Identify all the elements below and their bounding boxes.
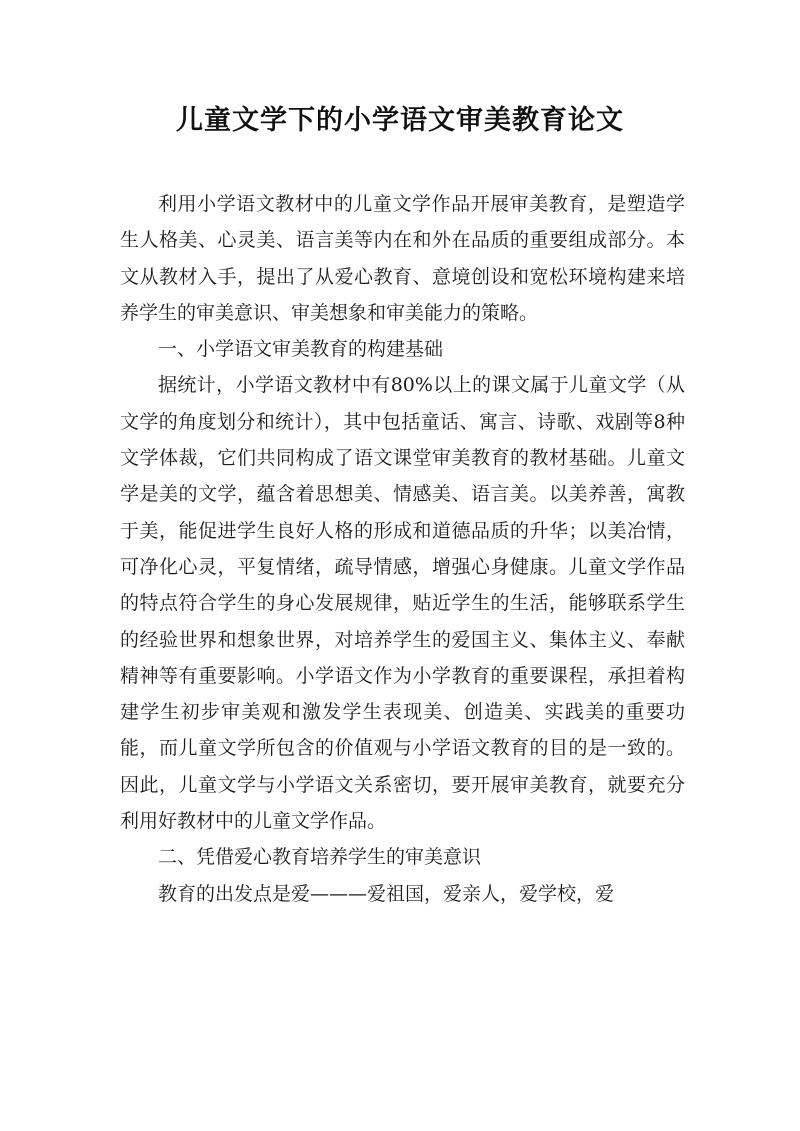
section-heading-2: 二、凭借爱心教育培养学生的审美意识	[158, 846, 482, 869]
body-paragraph-partial: 教育的出发点是爱———爱祖国，爱亲人，爱学校，爱	[158, 882, 615, 905]
section-heading-1: 一、小学语文审美教育的构建基础	[158, 338, 444, 361]
document-title: 儿童文学下的小学语文审美教育论文	[176, 105, 624, 136]
abstract-paragraph: 利用小学语文教材中的儿童文学作品开展审美教育，是塑造学生人格美、心灵美、语言美等内在和外在品质的重要组成部分。本文从教材入手，提出了从爱心教育、意境创设和宽松环境构建来培养学生的审美意识、审美想象和审美能力的策略。	[120, 193, 685, 324]
document-body	[120, 186, 685, 912]
body-paragraph: 据统计，小学语文教材中有80%以上的课文属于儿童文学（从文学的角度划分和统计），其中包括童话、寓言、诗歌、戏剧等8种文学体裁，它们共同构成了语文课堂审美教育的教材基础。儿童文学是美的文学，蕴含着思想美、情感美、语言美。以美养善，寓教于美，能促进学生良好人格的形成和道德品质的升华；以美冶情，可净化心灵，平复情绪，疏导情感，增强心身健康。儿童文学作品的特点符合学生的身心发展规律，贴近学生的生活，能够联系学生的经验世界和想象世界，对培养学生的爱国主义、集体主义、奉献精神等有重要影响。小学语文作为小学教育的重要课程，承担着构建学生初步审美观和激发学生表现美、创造美、实践美的重要功能，而儿童文学所包含的价值观与小学语文教育的目的是一致的。因此，儿童文学与小学语文关系密切，要开展审美教育，就要充分利用好教材中的儿童文学作品。	[120, 374, 685, 833]
